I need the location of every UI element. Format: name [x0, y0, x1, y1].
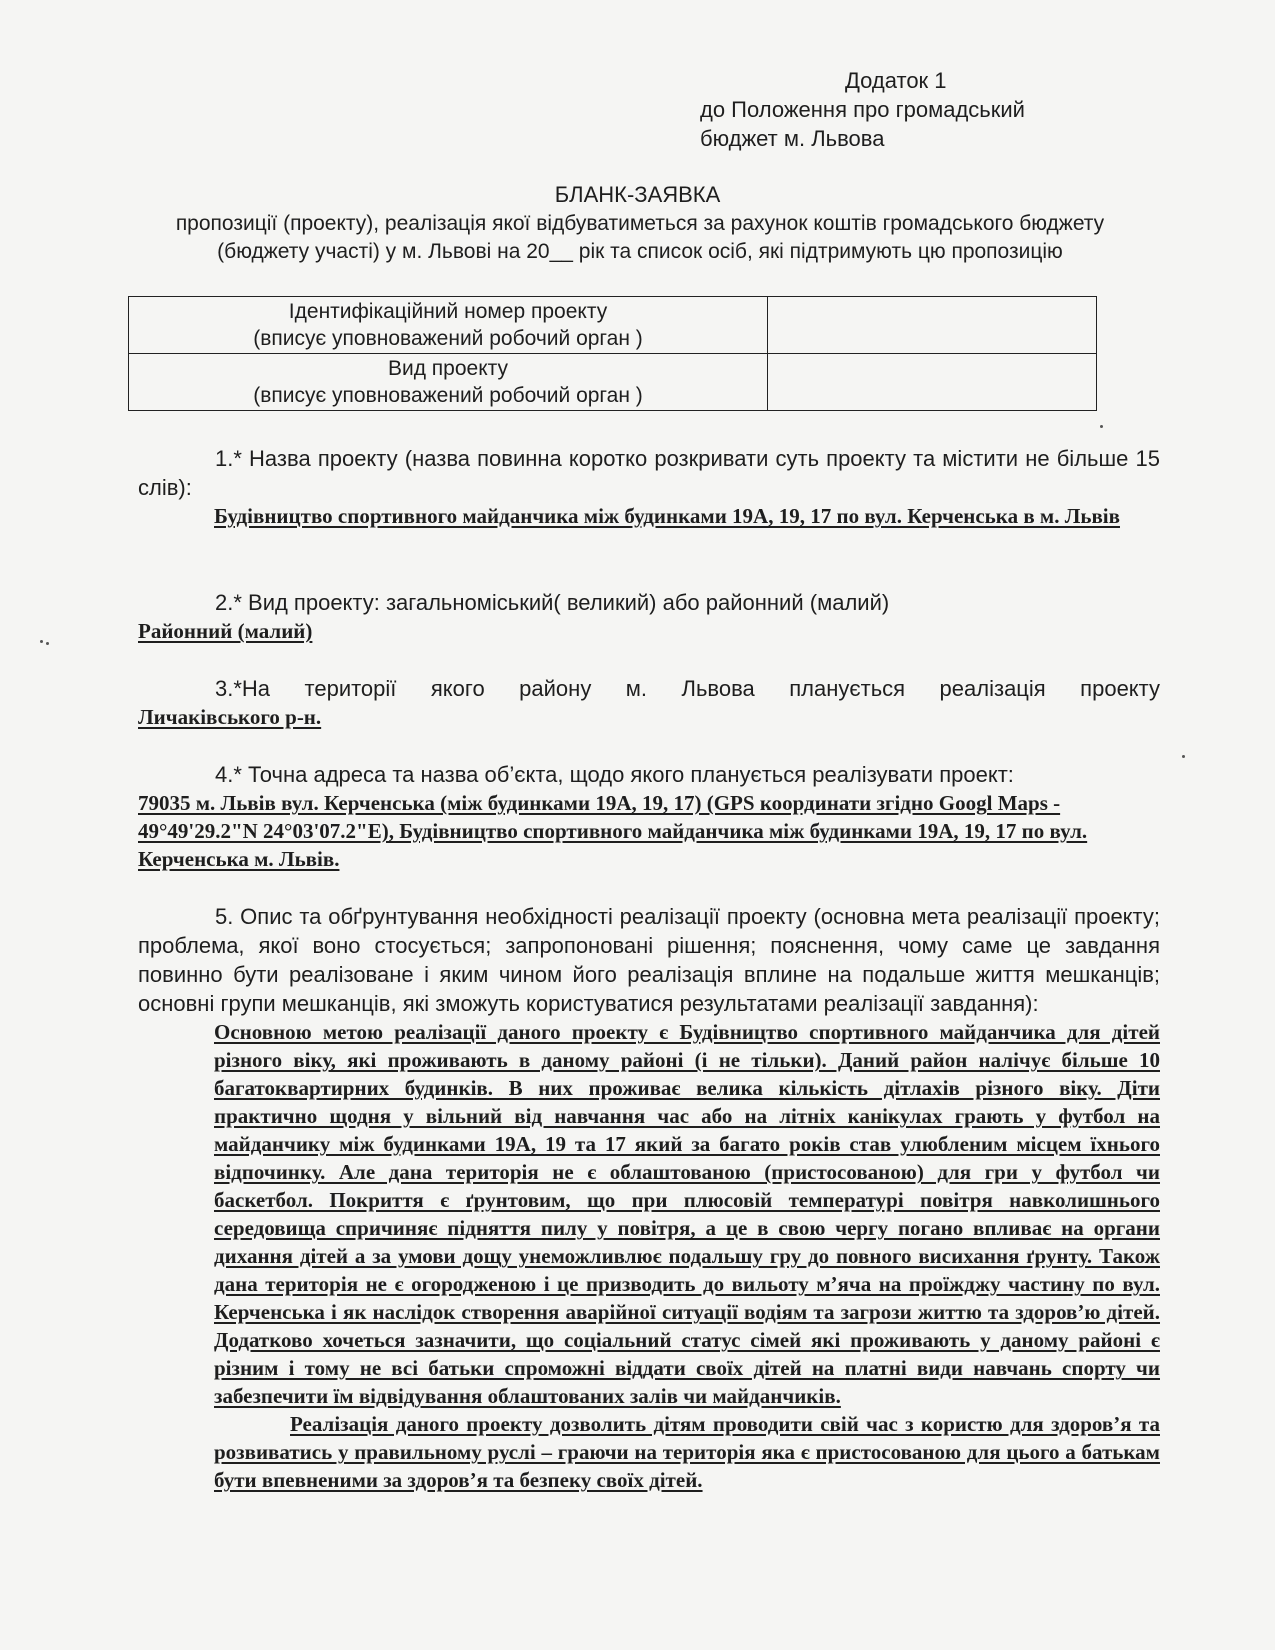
section-answer: Личаківського р-н.	[138, 705, 322, 729]
section-answer: Будівництво спортивного майданчика між будинками 19А, 19, 17 по вул. Керченська в м. Львів	[214, 504, 1120, 528]
section-answer: Основною метою реалізації даного проекту є Будівництво спортивного майданчика для дітей різного віку, які проживають в даному районі (і не тільки). Даний район налічує більше 10 багатоквартирних будинків. В них проживає велика кількість дітлахів різного віку. Діти практично щодня у вільний від навчання час або на літніх канікулах грають у футбол на майданчику між будинками 19А, 19 та 17 який за багато років став улюбленим місцем їхнього відпочинку. Але дана територія не є облаштованою (пристосованою) для гри у футбол чи баскетбол. Покриття є ґрунтовим, що при плюсовій температурі повітря навколишнього середовища спричиняє підняття пилу у повітря, а це в свою чергу погано впливає на органи дихання дітей а за умови дощу унеможливлює подальшу гру до повного висихання ґрунту. Також дана територія не є огородженою і це призводить до вильоту м’яча на проїжджу частину по вул. Керченська і як наслідок створення аварійної ситуації водіям та загрози життю та здоров’ю дітей. Додатково хочеться зазначити, що соціальний статус сімей які проживають у даному районі є різним і тому не всі батьки спроможні віддати своїх дітей на платні види навчань спорту чи забезпечити їм відвідування облаштованих залів чи майданчиків.	[214, 1020, 1160, 1408]
section-answer: 79035 м. Львів вул. Керченська (між будинками 19А, 19, 17) (GPS координати згідно Googl Maps - 49°49'29.2"N 24°03'07.2"E), Будівництво спортивного майданчика між будинками 19А, 19, 17 по вул. Керченська м. Львів.	[138, 791, 1088, 871]
scan-speck	[1182, 755, 1185, 758]
form-title: БЛАНК-ЗАЯВКА	[554, 182, 721, 207]
addendum-header	[700, 66, 1025, 153]
section-project-name	[138, 444, 1160, 530]
project-id-table	[128, 296, 1097, 411]
addendum-line: до Положення про громадський	[700, 97, 1025, 122]
table-row	[129, 354, 1097, 411]
section-answer: Реалізація даного проекту дозволить дітям проводити свій час з користю для здоров’я та розвиватись у правильному руслі – граючи на територія яка є пристосованою для цього а батькам бути впевненими за здоров’я та безпеку своїх дітей.	[214, 1412, 1160, 1492]
table-row	[129, 297, 1097, 354]
section-question: 1.* Назва проекту (назва повинна коротко розкривати суть проекту та містити не більше 15 слів):	[138, 446, 1160, 500]
addendum-line: Додаток 1	[845, 68, 947, 93]
project-type-value-field[interactable]	[768, 354, 1097, 411]
project-id-value-field[interactable]	[768, 297, 1097, 354]
section-question: 2.* Вид проекту: загальноміський( великий) або районний (малий)	[215, 590, 890, 615]
section-address	[138, 760, 1160, 873]
section-description	[138, 902, 1160, 1494]
scan-speck	[1100, 425, 1103, 428]
section-question: 3.*На території якого району м. Львова планується реалізація проекту	[215, 676, 1160, 701]
table-label-cell	[129, 297, 768, 354]
form-subtitle: пропозиції (проекту), реалізація якої відбуватиметься за рахунок коштів громадського бюджету (бюджету участі) у м. Львові на 20__ рік та список осіб, які підтримують цю пропозицію	[175, 212, 1105, 263]
section-project-type	[138, 588, 1160, 645]
project-id-note: (вписує уповноважений робочий орган )	[253, 327, 643, 350]
project-type-label: Вид проекту	[387, 357, 508, 380]
addendum-line: бюджет м. Львова	[700, 126, 885, 151]
section-question: 4.* Точна адреса та назва об’єкта, щодо якого планується реалізувати проект:	[215, 762, 1014, 787]
scan-speck	[46, 642, 49, 645]
project-id-label: Ідентифікаційний номер проекту	[288, 300, 608, 323]
section-question: 5. Опис та обґрунтування необхідності реалізації проекту (основна мета реалізації проекту; проблема, якої воно стосується; запропоновані рішення; пояснення, чому саме це завдання повинно бути реалізоване і яким чином його реалізація вплине на подальше життя мешканців; основні групи мешканців, які зможуть користуватися результатами реалізації завдання):	[138, 904, 1160, 1016]
table-label-cell	[129, 354, 768, 411]
section-answer: Районний (малий)	[138, 619, 313, 643]
scan-speck	[40, 640, 43, 643]
section-district	[138, 674, 1160, 731]
project-type-note: (вписує уповноважений робочий орган )	[253, 384, 643, 407]
